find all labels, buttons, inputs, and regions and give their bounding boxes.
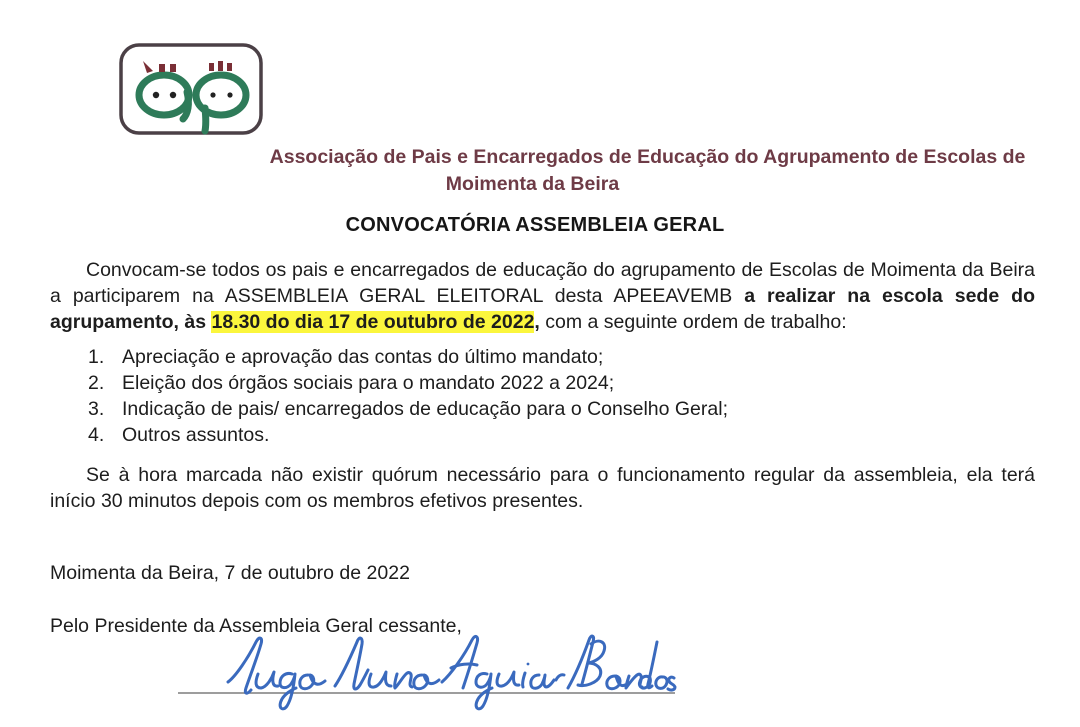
logo-eye — [210, 92, 215, 97]
association-logo — [118, 42, 264, 136]
highlighted-date-time: 18.30 do dia 17 de outubro de 2022 — [211, 311, 535, 333]
logo-accent-dot — [170, 64, 176, 72]
logo-eye — [170, 92, 176, 98]
logo-eye — [153, 92, 159, 98]
agenda-item — [88, 422, 988, 448]
logo-accent-dot — [159, 64, 165, 72]
intro-bold-run: a realizar na escola sede do agrupamento, às — [50, 285, 1035, 333]
quorum-paragraph: Se à hora marcada não existir quórum necessário para o funcionamento regular da assembleia, ela terá início 30 minutos depois com os membros efetivos presentes. — [50, 464, 1035, 512]
document-title: CONVOCATÓRIA ASSEMBLEIA GERAL — [345, 214, 725, 236]
agenda-item — [88, 396, 988, 422]
intro-paragraph — [50, 257, 1035, 335]
agenda-item-text: Outros assuntos. — [122, 424, 270, 446]
agenda-item-number: 4. — [88, 424, 105, 446]
signature-ink — [228, 636, 675, 709]
logo-accent-dot — [209, 63, 214, 71]
agenda-item-number: 3. — [88, 398, 105, 420]
agenda-item-number: 1. — [88, 346, 105, 368]
logo-letter-p-descender — [205, 108, 206, 131]
agenda-list — [88, 344, 988, 448]
logo-accent-dot — [218, 61, 223, 71]
agenda-item-text: Eleição dos órgãos sociais para o mandato 2022 a 2024; — [122, 372, 615, 394]
logo-eye — [227, 92, 232, 97]
intro-text-end: com a seguinte ordem de trabalho: — [539, 311, 847, 333]
intro-text-start: Convocam-se todos os pais e encarregados de educação do agrupamento de Escolas de Moimenta da Beira a participarem na ASSEMBLEIA GERAL ELEITORAL desta APEEAVEMB — [50, 259, 1035, 307]
closing-line: Pelo Presidente da Assembleia Geral cessante, — [50, 615, 462, 637]
agenda-item — [88, 370, 988, 396]
logo-accent-dot — [227, 63, 232, 71]
agenda-item-number: 2. — [88, 372, 105, 394]
org-name-line2: Moimenta da Beira — [445, 173, 620, 195]
intro-bold-comma: , — [534, 311, 540, 333]
signature-handwriting — [170, 628, 690, 723]
agenda-item-text: Indicação de pais/ encarregados de educação para o Conselho Geral; — [122, 398, 728, 420]
place-date-line: Moimenta da Beira, 7 de outubro de 2022 — [50, 562, 410, 584]
org-name-line1: Associação de Pais e Encarregados de Educação do Agrupamento de Escolas de — [269, 146, 1026, 168]
agenda-item — [88, 344, 988, 370]
agenda-item-text: Apreciação e aprovação das contas do último mandato; — [122, 346, 604, 368]
